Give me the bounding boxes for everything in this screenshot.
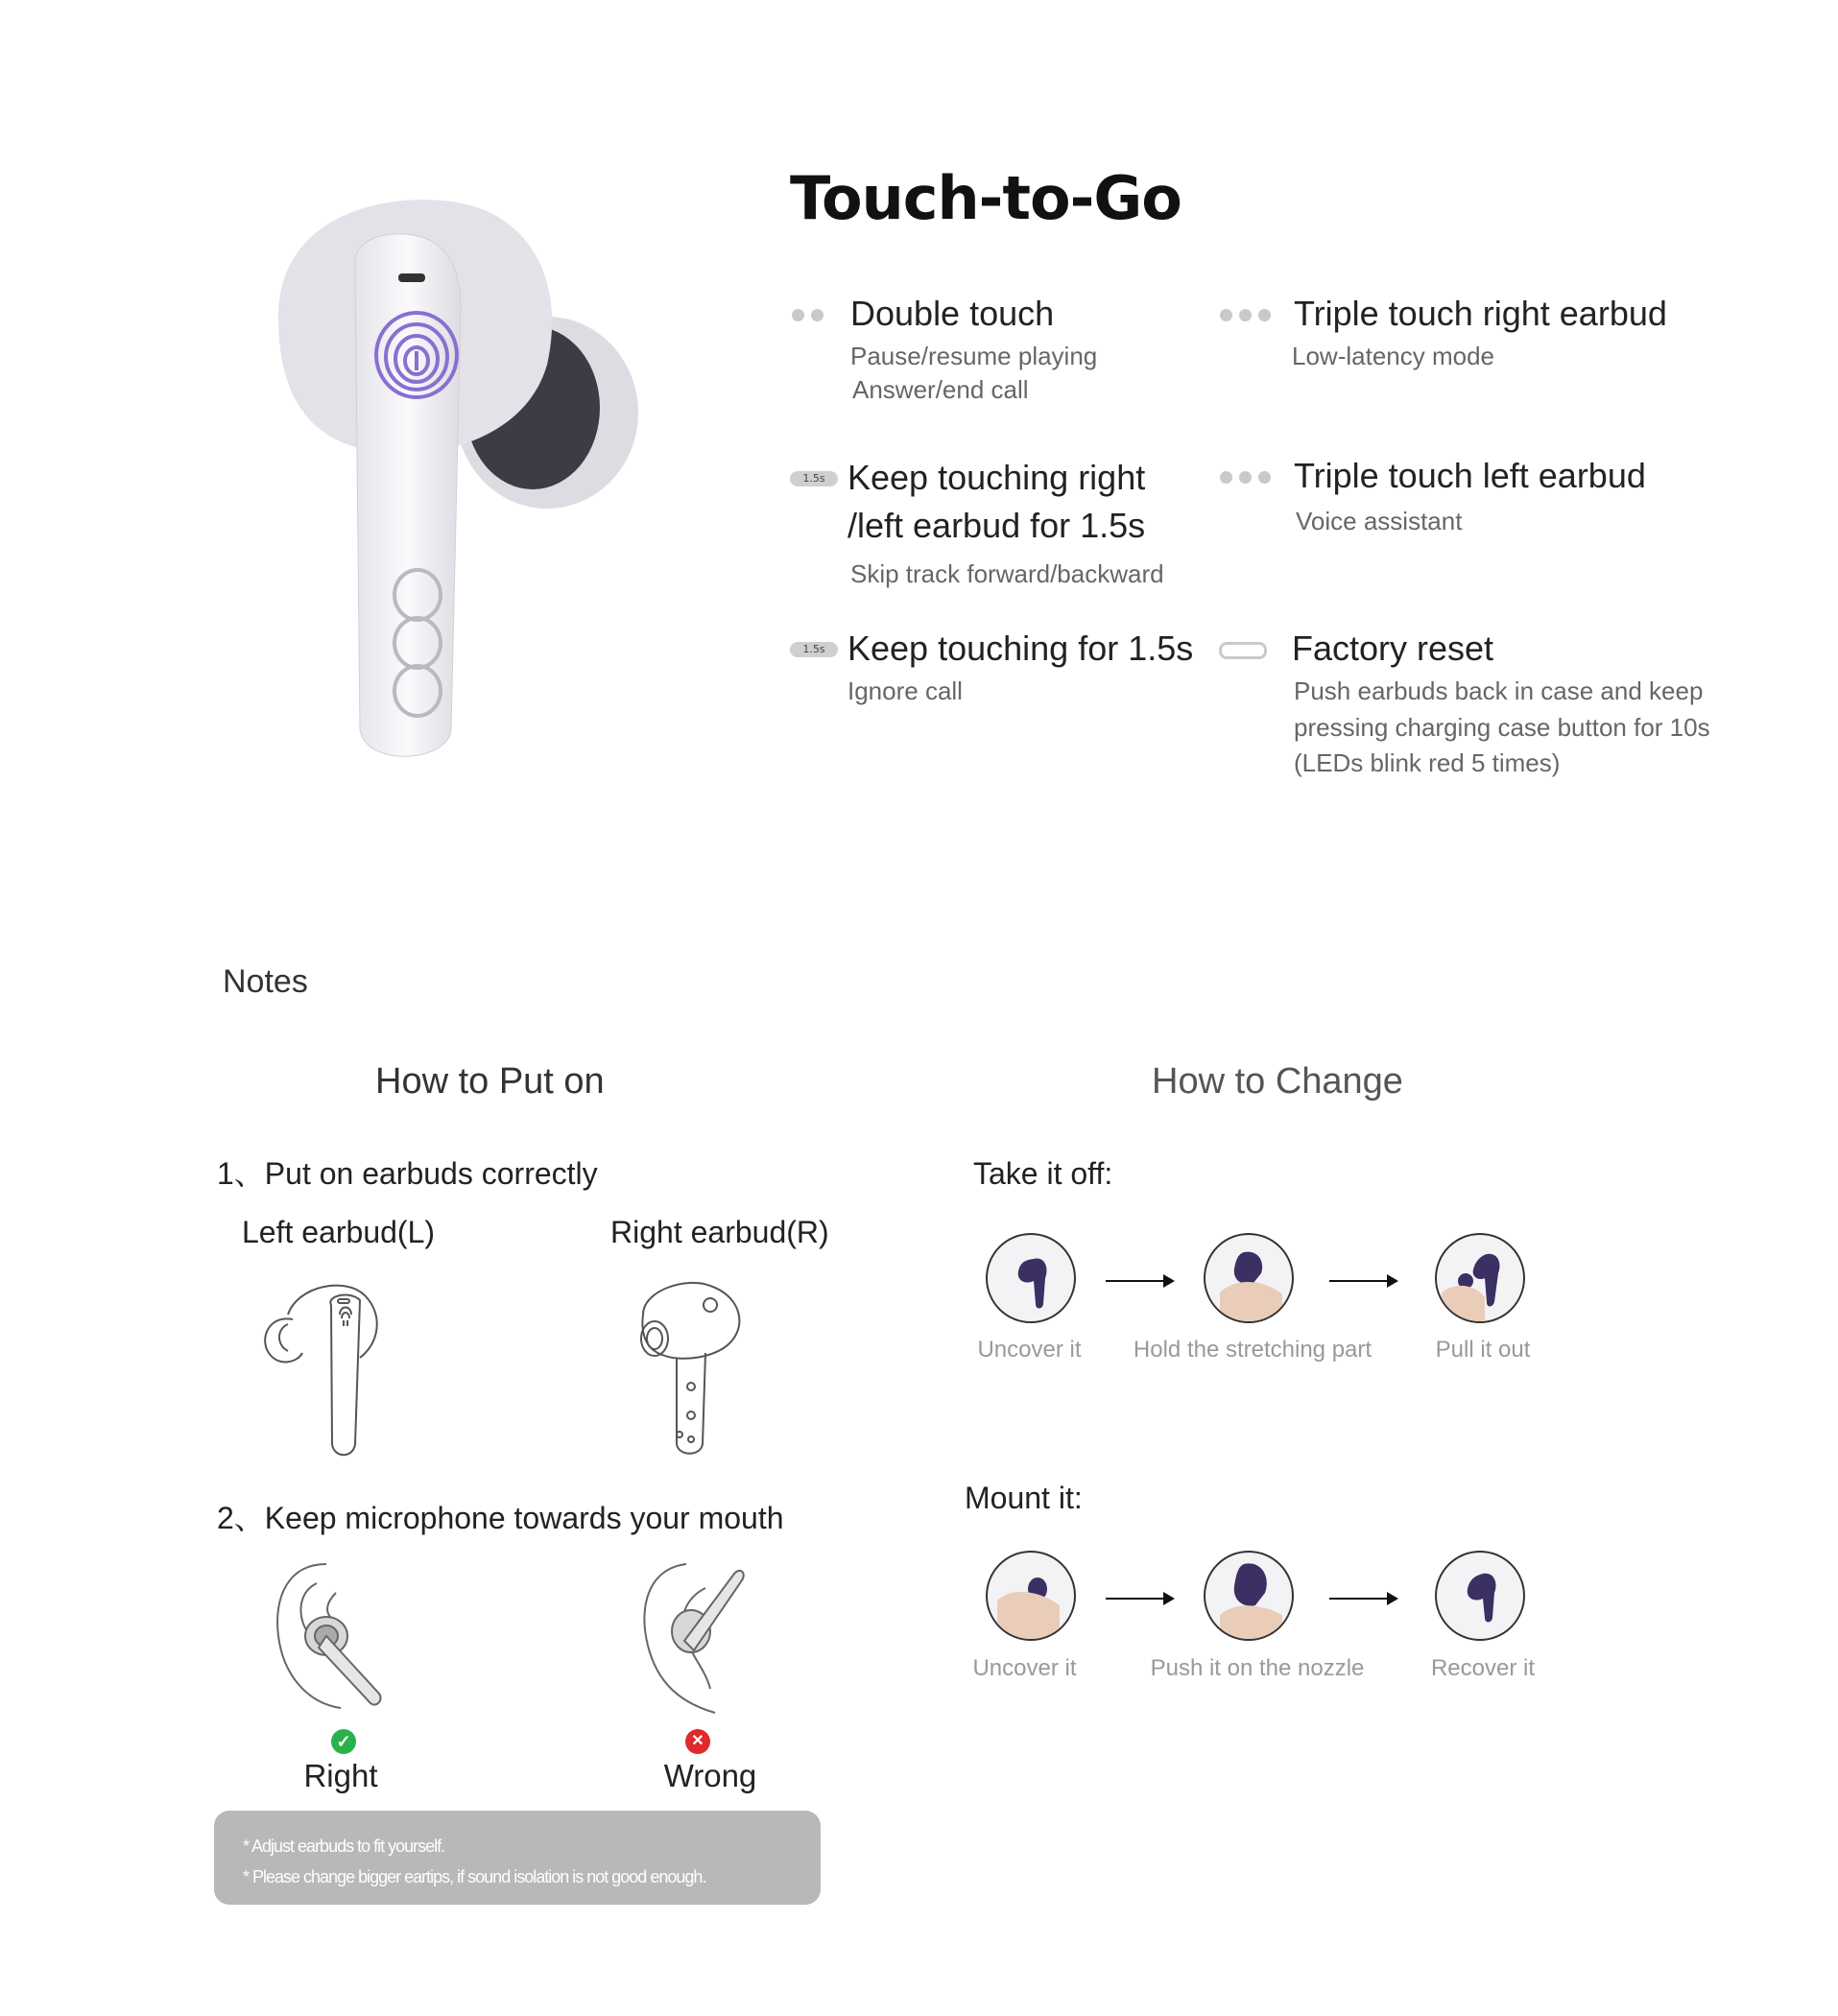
hold-1-5s-icon: 1.5s bbox=[790, 642, 838, 657]
mount-heading: Mount it: bbox=[965, 1481, 1083, 1515]
right-label: Right bbox=[303, 1758, 378, 1793]
gesture-desc: (LEDs blink red 5 times) bbox=[1294, 748, 1561, 777]
change-heading: How to Change bbox=[1152, 1061, 1403, 1102]
tip-line: * Please change bigger eartips, if sound isolation is not good enough. bbox=[243, 1867, 706, 1886]
uncover-step-image bbox=[986, 1551, 1076, 1641]
step-2-text: 2、Keep microphone towards your mouth bbox=[217, 1501, 784, 1535]
gesture-label: Keep touching right bbox=[847, 458, 1146, 497]
earbud-product-image bbox=[259, 182, 662, 796]
gesture-desc: Skip track forward/backward bbox=[850, 559, 1164, 588]
push-nozzle-step-image bbox=[1204, 1551, 1294, 1641]
gesture-label: /left earbud for 1.5s bbox=[847, 506, 1146, 545]
triple-dot-icon bbox=[1220, 471, 1271, 484]
arrow-icon bbox=[1329, 1280, 1396, 1282]
cross-icon: ✕ bbox=[685, 1729, 710, 1754]
gesture-label: Factory reset bbox=[1292, 629, 1494, 668]
right-earbud-drawing bbox=[633, 1276, 758, 1459]
recover-step-image bbox=[1435, 1551, 1525, 1641]
press-button-icon bbox=[1219, 642, 1267, 659]
step-caption: Uncover it bbox=[972, 1655, 1077, 1681]
step-caption: Hold the stretching part bbox=[1133, 1337, 1373, 1363]
gesture-desc: Push earbuds back in case and keep bbox=[1294, 676, 1704, 705]
uncover-step-image bbox=[986, 1233, 1076, 1323]
hold-part-step-image bbox=[1204, 1233, 1294, 1323]
gesture-label: Keep touching for 1.5s bbox=[847, 629, 1194, 668]
gesture-desc: Pause/resume playing bbox=[850, 342, 1098, 370]
arrow-icon bbox=[1106, 1598, 1173, 1600]
double-dot-icon bbox=[792, 309, 824, 321]
step-caption: Uncover it bbox=[977, 1337, 1082, 1363]
ear-right-wear-drawing bbox=[269, 1559, 403, 1722]
tips-box bbox=[214, 1811, 821, 1905]
ear-wrong-wear-drawing bbox=[638, 1559, 753, 1722]
put-on-heading: How to Put on bbox=[375, 1061, 605, 1102]
gesture-desc: pressing charging case button for 10s bbox=[1294, 713, 1710, 742]
arrow-icon bbox=[1329, 1598, 1396, 1600]
take-off-heading: Take it off: bbox=[973, 1156, 1113, 1191]
gesture-label: Triple touch right earbud bbox=[1294, 294, 1667, 333]
gesture-desc: Answer/end call bbox=[852, 375, 1029, 404]
tip-line: * Adjust earbuds to fit yourself. bbox=[243, 1837, 445, 1856]
notes-heading: Notes bbox=[223, 963, 308, 1000]
right-earbud-label: Right earbud(R) bbox=[610, 1215, 829, 1249]
step-1-text: 1、Put on earbuds correctly bbox=[217, 1156, 598, 1191]
gesture-label: Double touch bbox=[850, 294, 1055, 333]
wrong-label: Wrong bbox=[663, 1758, 757, 1793]
check-icon: ✓ bbox=[331, 1729, 356, 1754]
step-caption: Pull it out bbox=[1435, 1337, 1531, 1363]
step-caption: Recover it bbox=[1430, 1655, 1536, 1681]
left-earbud-drawing bbox=[259, 1276, 394, 1459]
arrow-icon bbox=[1106, 1280, 1173, 1282]
gesture-desc: Voice assistant bbox=[1296, 507, 1463, 535]
left-earbud-label: Left earbud(L) bbox=[242, 1215, 436, 1249]
pull-out-step-image bbox=[1435, 1233, 1525, 1323]
gesture-desc: Low-latency mode bbox=[1292, 342, 1494, 370]
step-caption: Push it on the nozzle bbox=[1150, 1655, 1365, 1681]
gesture-desc: Ignore call bbox=[847, 676, 963, 705]
gesture-label: Triple touch left earbud bbox=[1294, 456, 1646, 495]
hold-1-5s-icon: 1.5s bbox=[790, 471, 838, 486]
triple-dot-icon bbox=[1220, 309, 1271, 321]
page-title: Touch-to-Go bbox=[790, 163, 1182, 233]
